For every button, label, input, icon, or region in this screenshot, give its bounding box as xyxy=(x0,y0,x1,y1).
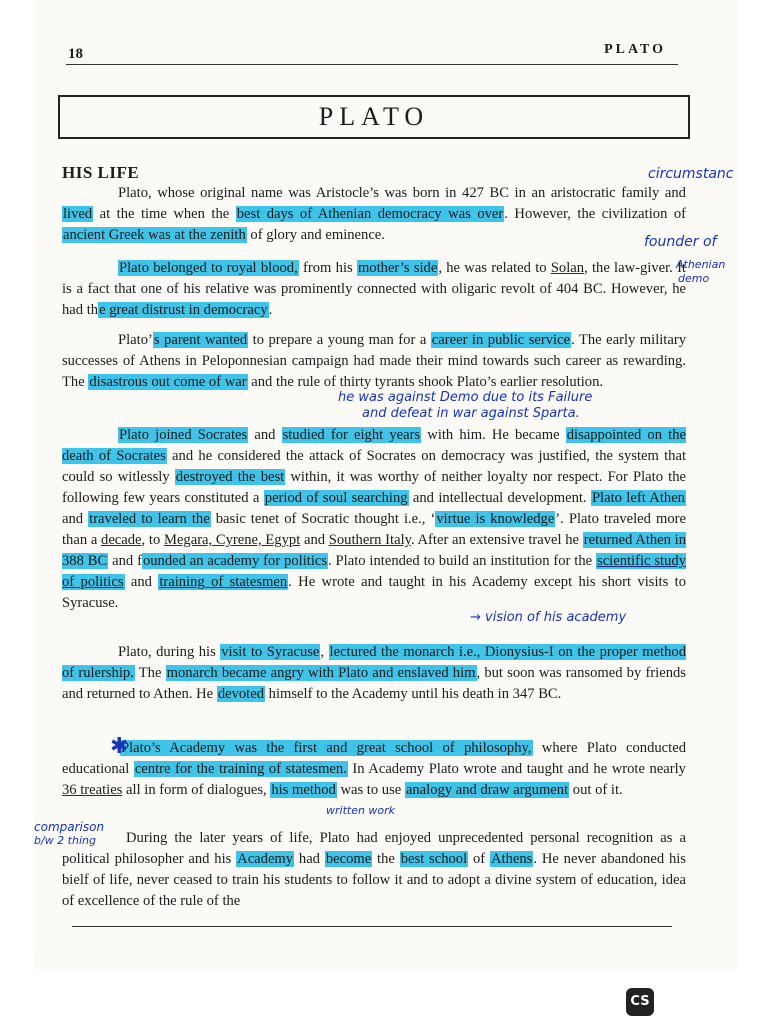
star-icon: ✱ xyxy=(110,734,129,759)
text: at the time when the xyxy=(93,206,236,222)
text: , but soon was ransomed by friends and returned to Athen. He xyxy=(62,665,686,702)
book-page xyxy=(36,0,736,968)
header-divider xyxy=(66,64,678,65)
paragraph-3 xyxy=(62,330,686,393)
note-bw-thing: b/w 2 thing xyxy=(34,834,96,847)
highlight: best days of Athenian democracy was over xyxy=(236,206,504,222)
highlight: devoted xyxy=(217,686,265,702)
highlight: Athens xyxy=(490,851,533,867)
text: . Plato intended to build an institution for the xyxy=(328,553,597,569)
text: had xyxy=(294,851,325,867)
text: and xyxy=(248,427,282,443)
highlight: centre for the training of statesmen. xyxy=(134,761,347,777)
text: The xyxy=(134,665,166,681)
highlight: monarch became angry with Plato and enslaved him xyxy=(166,665,476,681)
text: Plato, whose original name was Aristocle’s was born in 427 BC in an aristocratic xyxy=(118,185,616,201)
underline: Solan xyxy=(550,260,585,276)
highlight: disappointed on the death of Socrates xyxy=(62,427,686,464)
text: and intellectual development. xyxy=(408,490,591,506)
section-heading: HIS LIFE xyxy=(62,163,140,182)
text: with him. He became xyxy=(421,427,566,443)
text: out of it. xyxy=(569,782,623,798)
highlight: Academy xyxy=(237,851,294,867)
text: , to xyxy=(141,532,164,548)
text: . He never abandoned his bielf of life, never ceased to train his students to follow it and to adopt a divine system of education, idea of excellence of the rule of the xyxy=(62,851,686,909)
highlight: virtue is knowledge xyxy=(436,511,555,527)
highlight: best school xyxy=(400,851,468,867)
highlight: Plato’s Academy was the first and great school of philosophy, xyxy=(121,740,532,756)
highlight: his method xyxy=(271,782,336,798)
text: . xyxy=(504,206,508,222)
text: ’. Plato traveled more than a xyxy=(62,511,686,548)
highlight: returned Athen in 388 BC xyxy=(62,532,687,569)
text: to prepare a young man for a xyxy=(248,332,431,348)
highlight: studied for eight years xyxy=(282,427,421,443)
paragraph-5 xyxy=(62,642,686,705)
text: , xyxy=(320,644,329,660)
paragraph-1 xyxy=(62,183,686,246)
paragraph-7 xyxy=(62,828,686,912)
underline: 36 treaties xyxy=(62,782,123,798)
text: Plato’ xyxy=(118,332,153,348)
highlight: e great distrust in democracy xyxy=(99,302,268,318)
text: and the rule of thirty tyrants shook Plato’s earlier resolution. xyxy=(247,374,604,390)
text: of xyxy=(468,851,490,867)
highlight: period of soul searching xyxy=(264,490,408,506)
text: . He wrote and taught in his Academy except his short visits to Syracuse. xyxy=(62,574,686,611)
highlight: Plato joined Socrates xyxy=(119,427,248,443)
highlight: Plato left Athen xyxy=(591,490,685,506)
text: within, it was worthy of neither loyalty nor respect. For Plato the following few years constituted a xyxy=(62,469,686,506)
highlight: s parent wanted xyxy=(153,332,248,348)
note-vision: → vision of his academy xyxy=(470,610,627,625)
underline: decade xyxy=(101,532,142,548)
page-number: 18 xyxy=(68,46,83,62)
text: and f xyxy=(108,553,142,569)
text: . xyxy=(268,302,273,318)
text: and xyxy=(124,574,159,590)
highlight: lectured the monarch i.e., Dionysius-I on the proper method of rulership. xyxy=(62,644,686,681)
text: . The early military successes of Athens in Peloponnesian campaign had made their mind towards such career as rewarding. The xyxy=(62,332,686,390)
highlight: career in public service xyxy=(431,332,571,348)
text: and he considered the attack of Socrates on democracy was justified, the system that could so witlessly xyxy=(62,448,687,485)
highlight: mother’s side xyxy=(357,260,438,276)
text: During the later years of life, Plato had enjoyed unprecedented personal recognition as a political philosopher and his xyxy=(62,830,686,867)
highlight: Plato belonged to royal blood, xyxy=(119,260,298,276)
text: where Plato conducted educational xyxy=(62,740,686,777)
note-war-1: he was against Demo due to its Failure xyxy=(338,390,593,405)
text: However, the civilization of xyxy=(514,206,686,222)
text: of glory and eminence. xyxy=(246,227,385,243)
highlight: ounded an academy for politics xyxy=(142,553,328,569)
text: the xyxy=(372,851,400,867)
highlight: ancient Greek was at the zenith xyxy=(63,227,246,243)
paragraph-4 xyxy=(62,425,686,614)
highlight: disastrous out come of war xyxy=(89,374,247,390)
text: and xyxy=(62,511,89,527)
text: . After an extensive travel he xyxy=(410,532,583,548)
paragraph-6 xyxy=(62,738,686,801)
note-founder: founder of xyxy=(644,234,717,250)
text: In Academy Plato wrote and taught and he wrote nearly xyxy=(347,761,686,777)
text: and xyxy=(300,532,329,548)
highlight: destroyed the best xyxy=(175,469,285,485)
text: was to use xyxy=(336,782,405,798)
highlight: traveled to learn the xyxy=(89,511,210,527)
text: Plato, during his xyxy=(118,644,221,660)
highlight: visit to Syracuse xyxy=(221,644,320,660)
text: , he was related to xyxy=(438,260,551,276)
running-title: PLATO xyxy=(604,42,666,57)
camscanner-logo-icon: CS xyxy=(626,988,654,1016)
text: , the law-giver. It is a fact that one of his relative was prominently connected with oligaric revolt of 404 BC. However, he had th xyxy=(62,260,686,318)
note-war-2: and defeat in war against Sparta. xyxy=(362,406,580,421)
underline: Southern Italy xyxy=(328,532,411,548)
note-demo: demo xyxy=(678,272,710,285)
chapter-title: PLATO xyxy=(58,95,690,139)
underline: Megara, Cyrene, Egypt xyxy=(163,532,301,548)
text: basic tenet of Socratic thought i.e., ‘ xyxy=(210,511,436,527)
highlight: lived xyxy=(63,206,93,222)
highlight: scientific study of politics xyxy=(62,553,687,590)
note-circumstance: circumstanc xyxy=(648,166,734,182)
note-athenian: Athenian xyxy=(676,258,726,271)
note-written-work: written work xyxy=(326,804,396,817)
text: from his xyxy=(298,260,357,276)
highlight: training of statesmen xyxy=(159,574,288,590)
highlight: become xyxy=(325,851,372,867)
note-comparison: comparison xyxy=(34,820,105,834)
text: all in form of dialogues, xyxy=(122,782,271,798)
highlight: analogy and draw argument xyxy=(405,782,569,798)
paragraph-2 xyxy=(62,258,686,321)
footer-divider xyxy=(72,926,672,927)
text: himself to the Academy until his death in 347 BC. xyxy=(265,686,562,702)
text: family and xyxy=(621,185,686,201)
